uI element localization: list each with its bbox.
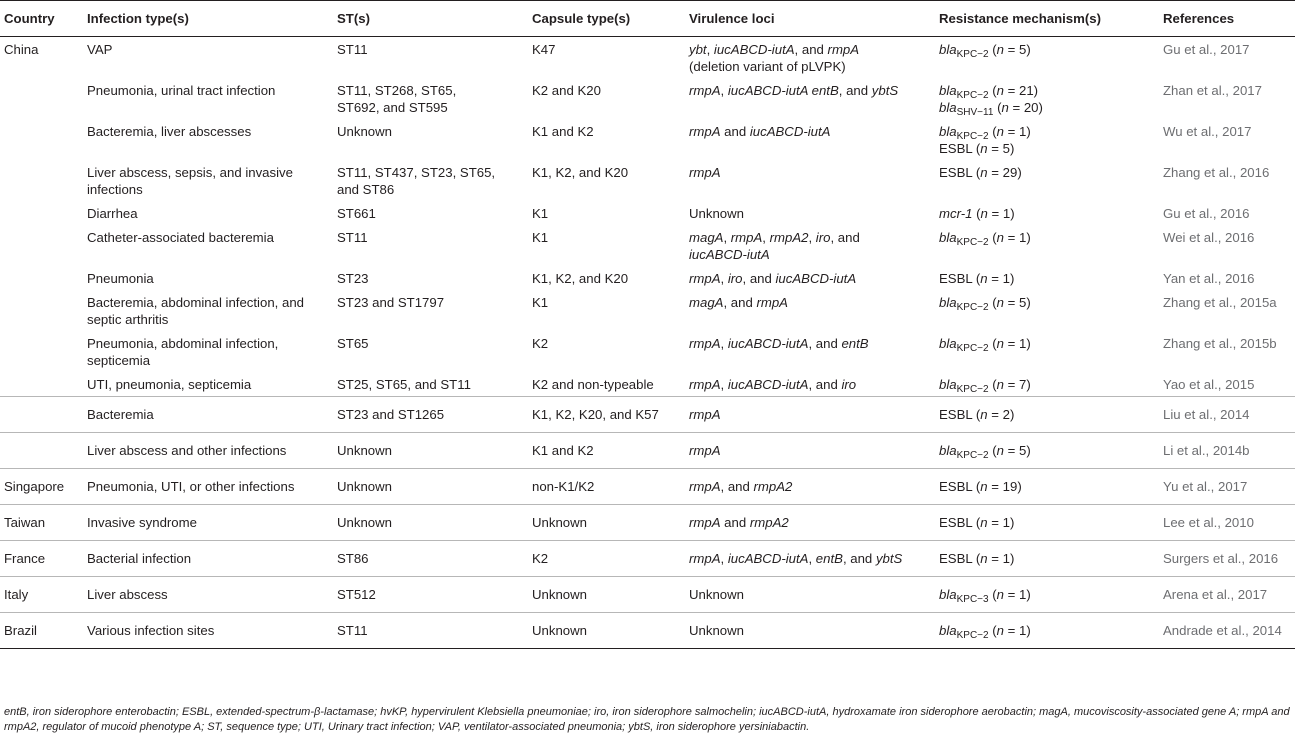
cell-virulence: rmpA, iucABCD-iutA entB, and ybtS <box>689 83 899 98</box>
cell-reference: Surgers et al., 2016 <box>1156 541 1295 577</box>
cell-virulence: rmpA and iucABCD-iutA <box>689 124 831 139</box>
cell-infection: Pneumonia <box>87 271 154 286</box>
cell-capsule: Unknown <box>525 505 682 541</box>
cell-reference: Yao et al., 2015 <box>1156 372 1295 397</box>
cell-resistance: ESBL (n = 1) <box>939 271 1015 286</box>
cell-reference: Liu et al., 2014 <box>1156 397 1295 433</box>
cell-capsule: K1, K2, K20, and K57 <box>525 397 682 433</box>
cell-virulence: magA, rmpA, rmpA2, iro, and iucABCD-iutA <box>689 230 860 262</box>
cell-st: ST11 <box>337 42 368 57</box>
header-row <box>0 1 1295 37</box>
cell-st: ST512 <box>330 577 525 613</box>
cell-resistance: bla$_{KPC-2}$ (n = 21) bla$_{SHV-11}$ (n = 20) <box>939 83 1043 118</box>
table-row <box>0 37 1295 79</box>
cell-virulence: rmpA <box>682 397 932 433</box>
cell-country <box>0 160 80 201</box>
cell-resistance: ESBL (n = 29) <box>939 165 1022 180</box>
cell-resistance: bla$_{KPC-2}$ (n = 5) <box>939 42 1031 60</box>
cell-country: Singapore <box>0 469 80 505</box>
cell-st: Unknown <box>330 469 525 505</box>
cell-st: ST661 <box>337 206 376 221</box>
cell-virulence: rmpA, iro, and iucABCD-iutA <box>689 271 857 286</box>
cell-capsule: K1, K2, and K20 <box>532 271 629 286</box>
cell-virulence: rmpA, iucABCD-iutA, and entB <box>689 336 869 351</box>
cell-st: ST25, ST65, and ST11 <box>330 372 525 397</box>
cell-st: ST11 <box>337 230 368 245</box>
cell-infection: Bacteremia, abdominal infection, and septic arthritis <box>87 295 304 327</box>
cell-virulence: ybt, iucABCD-iutA, and rmpA (deletion variant of pLVPK) <box>689 42 860 74</box>
table-row <box>0 225 1295 266</box>
cell-st: Unknown <box>337 124 392 139</box>
cell-infection: Liver abscess, sepsis, and invasive infections <box>87 165 293 197</box>
table-row <box>0 613 1295 649</box>
cell-st: ST11, ST268, ST65, ST692, and ST595 <box>337 83 457 115</box>
cell-country <box>0 433 80 469</box>
table-row <box>0 505 1295 541</box>
cell-reference: Li et al., 2014b <box>1156 433 1295 469</box>
cell-reference: Yu et al., 2017 <box>1156 469 1295 505</box>
cell-capsule: non-K1/K2 <box>525 469 682 505</box>
cell-st: ST23 and ST1265 <box>330 397 525 433</box>
cell-infection: Pneumonia, UTI, or other infections <box>80 469 330 505</box>
header-country: Country <box>0 1 80 37</box>
cell-reference: Yan et al., 2016 <box>1163 271 1255 286</box>
cell-capsule: K2 <box>532 336 549 351</box>
cell-infection: Bacterial infection <box>80 541 330 577</box>
cell-country <box>0 397 80 433</box>
header-references: References <box>1156 1 1295 37</box>
cell-infection: Liver abscess and other infections <box>80 433 330 469</box>
cell-country: Italy <box>0 577 80 613</box>
cell-country <box>0 225 80 266</box>
cell-infection: UTI, pneumonia, septicemia <box>80 372 330 397</box>
table-row <box>0 469 1295 505</box>
cell-infection: Pneumonia, abdominal infection, septicemia <box>87 336 279 368</box>
header-virulence: Virulence loci <box>682 1 932 37</box>
table-footnote: entB, iron siderophore enterobactin; ESBL, extended-spectrum-β-lactamase; hvKP, hypervirulent Klebsiella pneumoniae; iro, iron siderophore salmochelin; iucABCD-iutA, hydroxamate iron siderophore aerobactin; magA, mucoviscosity-associated gene A; rmpA and rmpA2, regulator of mucoid phenotype A; ST, sequence type; UTI, Urinary tract infection; VAP, ventilator-associated pneumonia; ybtS, iron siderophore yersiniabactin. <box>4 706 1290 733</box>
cell-virulence: rmpA, iucABCD-iutA, and iro <box>682 372 932 397</box>
cell-reference: Wei et al., 2016 <box>1163 230 1255 245</box>
cell-reference: Gu et al., 2016 <box>1163 206 1250 221</box>
cell-virulence: Unknown <box>682 613 932 649</box>
cell-resistance: ESBL (n = 1) <box>932 505 1156 541</box>
cell-reference: Andrade et al., 2014 <box>1156 613 1295 649</box>
cell-infection: Invasive syndrome <box>80 505 330 541</box>
header-st: ST(s) <box>330 1 525 37</box>
cell-capsule: Unknown <box>525 613 682 649</box>
cell-reference: Wu et al., 2017 <box>1163 124 1252 139</box>
cell-resistance: bla$_{KPC-2}$ (n = 1) <box>932 613 1156 649</box>
cell-virulence: Unknown <box>689 206 744 221</box>
cell-capsule: K1 and K2 <box>525 433 682 469</box>
cell-st: Unknown <box>330 505 525 541</box>
cell-virulence: rmpA <box>682 433 932 469</box>
cell-infection: Bacteremia <box>80 397 330 433</box>
cell-reference: Zhang et al., 2015b <box>1163 336 1277 351</box>
cell-infection: Catheter-associated bacteremia <box>87 230 274 245</box>
cell-capsule: K47 <box>532 42 556 57</box>
table-row <box>0 266 1295 290</box>
cell-resistance: bla$_{KPC-2}$ (n = 5) <box>939 295 1031 313</box>
cell-st: ST23 and ST1797 <box>337 295 445 310</box>
header-resistance: Resistance mechanism(s) <box>932 1 1156 37</box>
cell-capsule: K1 <box>532 295 549 310</box>
cell-capsule: K2 and non-typeable <box>525 372 682 397</box>
cell-resistance: bla$_{KPC-2}$ (n = 1) <box>939 230 1031 248</box>
header-infection: Infection type(s) <box>80 1 330 37</box>
cell-capsule: K2 <box>525 541 682 577</box>
cell-resistance: ESBL (n = 2) <box>932 397 1156 433</box>
table-row <box>0 577 1295 613</box>
table-row <box>0 433 1295 469</box>
cell-resistance: mcr-1 (n = 1) <box>939 206 1015 221</box>
cell-country <box>0 290 80 331</box>
cell-reference: Zhan et al., 2017 <box>1163 83 1262 98</box>
table-row <box>0 541 1295 577</box>
cell-country <box>0 266 80 290</box>
cell-country: China <box>4 42 39 57</box>
table-row <box>0 372 1295 397</box>
cell-reference: Gu et al., 2017 <box>1163 42 1250 57</box>
cell-resistance: bla$_{KPC-3}$ (n = 1) <box>932 577 1156 613</box>
cell-country <box>0 78 80 119</box>
cell-infection: Liver abscess <box>80 577 330 613</box>
cell-st: ST11, ST437, ST23, ST65, and ST86 <box>337 165 496 197</box>
cell-infection: VAP <box>87 42 113 57</box>
table-row <box>0 201 1295 225</box>
table-row <box>0 119 1295 160</box>
cell-country <box>0 119 80 160</box>
table-row <box>0 397 1295 433</box>
cell-resistance: ESBL (n = 1) <box>932 541 1156 577</box>
table-body <box>0 37 1295 649</box>
cell-capsule: K1 <box>532 230 549 245</box>
cell-st: Unknown <box>330 433 525 469</box>
cell-resistance: bla$_{KPC-2}$ (n = 1) <box>939 336 1031 354</box>
cell-capsule: K1, K2, and K20 <box>532 165 629 180</box>
cell-country: France <box>0 541 80 577</box>
header-capsule: Capsule type(s) <box>525 1 682 37</box>
cell-infection: Various infection sites <box>80 613 330 649</box>
cell-resistance: bla$_{KPC-2}$ (n = 5) <box>932 433 1156 469</box>
cell-reference: Arena et al., 2017 <box>1156 577 1295 613</box>
cell-infection: Pneumonia, urinal tract infection <box>87 83 276 98</box>
cell-country: Taiwan <box>0 505 80 541</box>
cell-st: ST11 <box>330 613 525 649</box>
cell-resistance: ESBL (n = 19) <box>932 469 1156 505</box>
cell-resistance: bla$_{KPC-2}$ (n = 7) <box>932 372 1156 397</box>
cell-virulence: magA, and rmpA <box>689 295 788 310</box>
cell-virulence: rmpA, iucABCD-iutA, entB, and ybtS <box>682 541 932 577</box>
cell-reference: Zhang et al., 2015a <box>1163 295 1277 310</box>
cell-capsule: K2 and K20 <box>532 83 601 98</box>
cell-country <box>0 331 80 372</box>
cell-capsule: K1 and K2 <box>532 124 594 139</box>
cell-resistance: bla$_{KPC-2}$ (n = 1) ESBL (n = 5) <box>939 124 1031 156</box>
cell-virulence: Unknown <box>682 577 932 613</box>
cell-capsule: Unknown <box>525 577 682 613</box>
cell-country <box>0 201 80 225</box>
cell-virulence: rmpA <box>689 165 721 180</box>
cell-virulence: rmpA and rmpA2 <box>682 505 932 541</box>
cell-capsule: K1 <box>532 206 549 221</box>
cell-st: ST23 <box>337 271 369 286</box>
cell-country <box>0 372 80 397</box>
cell-st: ST86 <box>330 541 525 577</box>
cell-virulence: rmpA, and rmpA2 <box>682 469 932 505</box>
table-row <box>0 78 1295 119</box>
cell-country: Brazil <box>0 613 80 649</box>
cell-st: ST65 <box>337 336 369 351</box>
cell-infection: Bacteremia, liver abscesses <box>87 124 252 139</box>
cell-infection: Diarrhea <box>87 206 138 221</box>
cell-reference: Lee et al., 2010 <box>1156 505 1295 541</box>
table-row <box>0 160 1295 201</box>
table-row <box>0 290 1295 331</box>
cell-reference: Zhang et al., 2016 <box>1163 165 1270 180</box>
table-row <box>0 331 1295 372</box>
